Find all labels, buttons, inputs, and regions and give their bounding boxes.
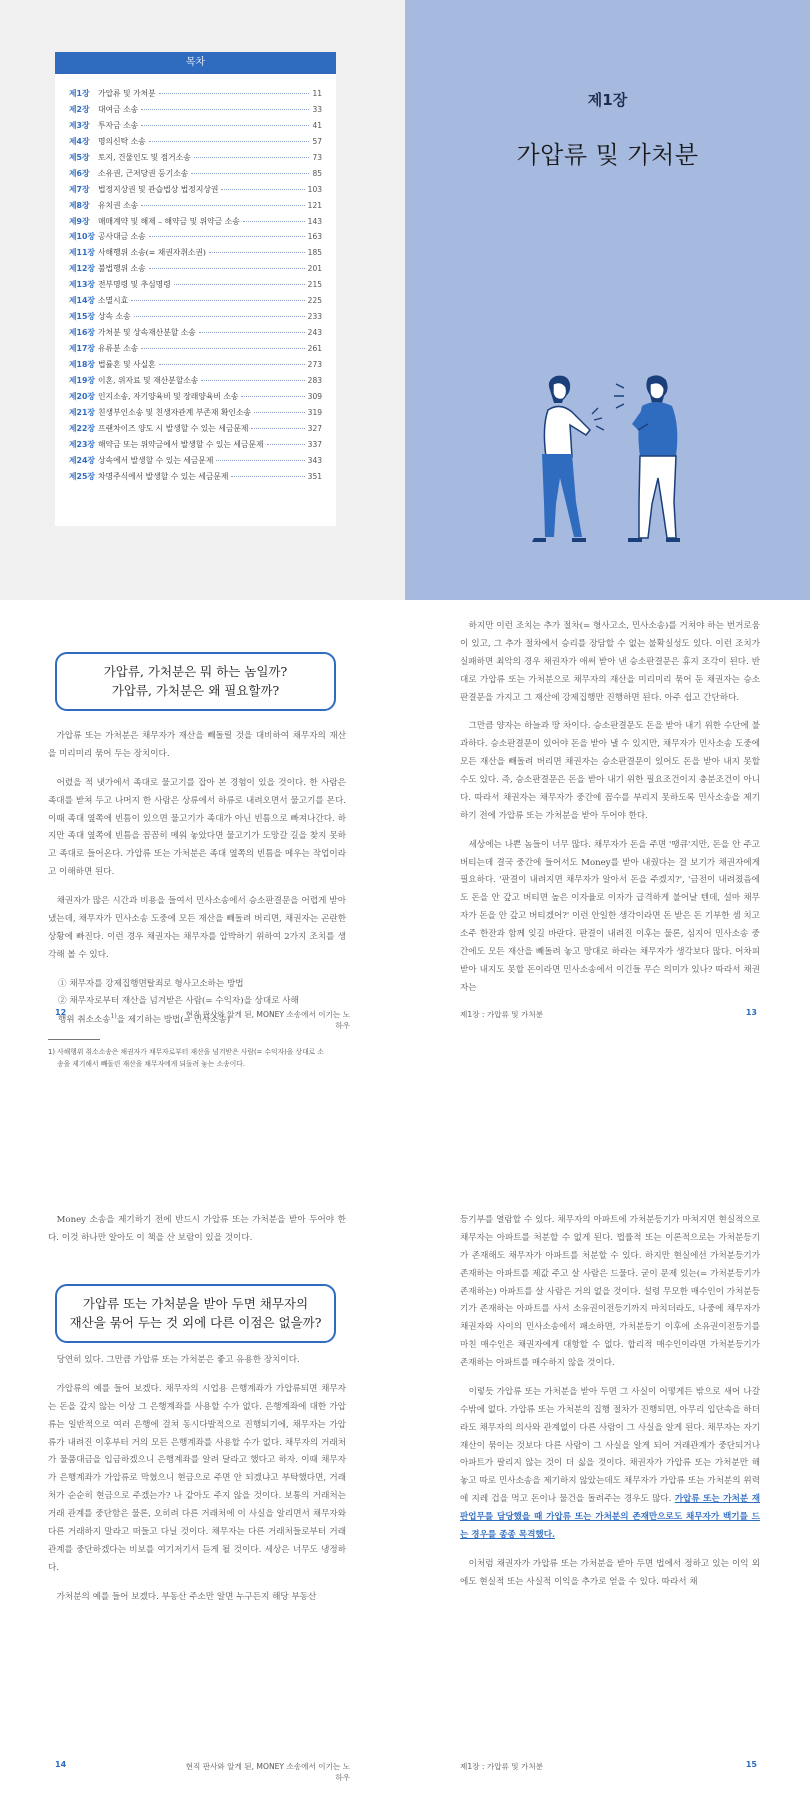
toc-leader-dots — [267, 444, 305, 445]
toc-chapter-title: 불법행위 소송 — [98, 264, 146, 274]
toc-leader-dots — [141, 125, 309, 126]
chapter-title: 가압류 및 가처분 — [516, 141, 699, 169]
toc-chapter-title: 명의신탁 소송 — [98, 136, 146, 146]
toc-entry — [69, 471, 322, 487]
toc-leader-dots — [134, 316, 305, 317]
toc-chapter-number: 제12장 — [69, 264, 95, 274]
question-box-line: 가압류 또는 가처분을 받아 두면 채무자의 — [82, 1296, 309, 1311]
toc-page-number: 233 — [307, 312, 322, 322]
running-footer: 제1장 : 가압류 및 가처분 — [460, 1010, 544, 1019]
chapter-label: 제1장 — [587, 91, 628, 109]
toc-page-number: 261 — [307, 344, 322, 353]
toc-page-number: 103 — [307, 184, 322, 194]
toc-leader-dots — [243, 221, 305, 222]
paragraph: 채권자가 많은 시간과 비용을 들여서 민사소송에서 승소판결문을 어렵게 받아 냈는데, 채무자가 민사소송 도중에 모든 재산을 빼돌려 버리면, 채권자는 곤란한 상황에 빠진다. 이런 경우 채권자는 채무자를 압박하기 위하여 2가지 조치를 생각해 볼 수 있다. — [48, 896, 346, 960]
toc-chapter-title: 인지소송, 자기양육비 및 장래양육비 소송 — [98, 391, 239, 401]
toc-chapter-title: 상속 소송 — [98, 312, 131, 322]
toc-entry — [69, 359, 322, 375]
toc-chapter-title: 친생부인소송 및 친생자관계 부존재 확인소송 — [98, 407, 252, 417]
toc-leader-dots — [149, 268, 305, 269]
toc-page-number: 215 — [307, 280, 322, 290]
toc-entry — [69, 295, 322, 311]
question-box-line: 재산을 묶어 두는 것 외에 다른 이점은 없을까? — [69, 1315, 322, 1331]
paragraph: 어렸을 적 냇가에서 족대로 물고기를 잡아 본 경험이 있을 것이다. 한 사람은 족대를 받쳐 두고 나머지 한 사람은 상류에서 하류로 내려오면서 물고기를 몬다. 이때 족대 옆쪽에 빈틈이 있으면 물고기가 족대가 아닌 빈틈으로 빠져나간다. 하지만 족대 옆쪽에 빈틈을 꼼꼼히 메워 놓았다면 물고기가 도망갈 길을 찾지 못하고 족대로 들어온다. 가압류 또는 가처분은 족대 옆쪽의 빈틈을 메우는 작업이라고 이해하면 된다. — [48, 777, 346, 878]
toc-page-number: 73 — [312, 152, 322, 162]
toc-page-number: 11 — [312, 89, 322, 98]
toc-page-number: 327 — [307, 423, 322, 433]
page-footer — [55, 1008, 66, 1017]
toc-page-number: 41 — [312, 120, 322, 130]
toc-chapter-number: 제6장 — [69, 168, 90, 178]
question-box-line: 가압류, 가처분은 왜 필요할까? — [111, 683, 280, 699]
toc-chapter-number: 제10장 — [69, 232, 95, 242]
toc-chapter-number: 제16장 — [69, 328, 95, 338]
toc-entry — [69, 216, 322, 232]
toc-chapter-title: 매매계약 및 해제 – 해약금 및 위약금 소송 — [98, 216, 240, 226]
page-15 — [405, 1200, 810, 1800]
toc-chapter-number: 제9장 — [69, 216, 90, 226]
paragraph: 가압류의 예를 들어 보겠다. 채무자의 시업용 은행계좌가 가압류되면 채무자는 돈을 갚지 않는 이상 그 은행계좌를 사용할 수가 없다. 은행계좌에 대한 가압류는 일반적으로 여러 은행에 걸쳐 동시다발적으로 진행되기에, 채무자는 가압류가 내려진 이후부터 거의 모든 은행계좌를 사용할 수가 없다. 채무자의 거래처가 물품대금을 입금하겠으니 은행계좌를 알려 달라고 했다고 하자. 이때 채무자가 은행계좌가 가압류로 막혔으니 현금으로 주면 안 되겠냐고 부탁했다면, 거래처가 순순히 현금으로 주겠는가? 나 같아도 주지 않을 것이다. 보통의 거래처는 거래 관계를 중단함은 물론, 오히려 다른 거래처에 이 사실을 알리면서 채무자와 다른 거래하지 말라고 떠들고 다닐 것이다. 채무자는 다른 거래처들로부터 거래 관계를 중단하겠다는 비보를 여기저기서 듣게 될 것이다. 세상은 너무도 냉정하다. — [48, 1383, 346, 1573]
paragraph: 가압류 또는 가처분은 채무자가 재산을 빼돌릴 것을 대비하여 채무자의 재산을 미리미리 묶어 두는 장치이다. — [48, 731, 346, 759]
footnote — [48, 1046, 346, 1070]
question-box-line: 가압류, 가처분은 뭐 하는 놈일까? — [103, 664, 288, 679]
toc-page-number: 283 — [307, 375, 322, 385]
toc-chapter-title: 가처분 및 상속재산분할 소송 — [98, 328, 196, 338]
toc-chapter-title: 사해행위 소송(= 채권자취소권) — [98, 248, 206, 258]
page-13 — [405, 600, 810, 1200]
running-footer: 제1장 : 가압류 및 가처분 — [460, 1762, 544, 1771]
toc-chapter-number: 제17장 — [69, 344, 95, 353]
toc-page-number: 121 — [307, 200, 322, 210]
toc-page-number: 343 — [307, 455, 322, 465]
toc-chapter-number: 제21장 — [69, 407, 95, 417]
toc-chapter-number: 제3장 — [69, 120, 90, 130]
toc-list — [55, 74, 336, 486]
toc-chapter-number: 제19장 — [69, 375, 95, 385]
toc-chapter-number: 제15장 — [69, 312, 95, 322]
toc-entry — [69, 327, 322, 343]
toc-chapter-number: 제14장 — [69, 296, 95, 306]
toc-leader-dots — [231, 476, 304, 477]
toc-chapter-number: 제4장 — [69, 136, 90, 146]
toc-entry — [69, 279, 322, 295]
toc-page-number: 337 — [307, 439, 322, 449]
toc-chapter-title: 공사대금 소송 — [98, 232, 146, 242]
table-of-contents — [55, 52, 336, 526]
toc-entry — [69, 136, 322, 152]
toc-heading: 목차 — [55, 52, 336, 74]
toc-page-number: 319 — [307, 407, 322, 417]
page-number: 12 — [55, 1008, 67, 1017]
running-footer: 현직 판사와 알게 된, MONEY 소송에서 이기는 노하우 — [185, 1762, 350, 1782]
toc-chapter-title: 유치권 소송 — [98, 200, 139, 210]
running-footer: 현직 판사와 알게 된, MONEY 소송에서 이기는 노하우 — [185, 1010, 350, 1030]
toc-page-number: 33 — [312, 104, 322, 114]
paragraph: Money 소송을 제기하기 전에 반드시 가압류 또는 가처분을 받아 두어야 한다. 이것 하나만 알아도 이 책을 산 보람이 있을 것이다. — [48, 1215, 346, 1243]
toc-page-number: 185 — [307, 248, 322, 258]
toc-entry — [69, 152, 322, 168]
toc-chapter-number: 제20장 — [69, 391, 95, 401]
list-item: ① 채무자를 강제집행면탈죄로 형사고소하는 방법 — [58, 978, 244, 989]
toc-leader-dots — [209, 252, 305, 253]
toc-leader-dots — [254, 412, 305, 413]
paragraph: 하지만 이런 조치는 추가 절차(= 형사고소, 민사소송)를 거쳐야 하는 번거로움이 있고, 그 추가 절차에서 승리를 장담할 수 없는 불확실성도 있다. 이런 조치가 실패하면 최악의 경우 채권자가 애써 받아 낸 승소판결문은 휴지 조각이 된다. 반대로 가압류 또는 가처분으로 채무자의 재산을 미리미리 묶어 둔 채권자는 승소판결문을 가지고 그 재산에 강제집행만 진행하면 된다. 아주 쉽고 간단하다. — [460, 621, 760, 703]
toc-leader-dots — [149, 236, 305, 237]
toc-chapter-title: 법률혼 및 사실혼 — [98, 359, 156, 369]
toc-leader-dots — [201, 380, 304, 381]
paragraph: 이처럼 채권자가 가압류 또는 가처분을 받아 두면 법에서 정하고 있는 이익 외에도 현실적 또는 사실적 이익을 추가로 얻을 수 있다. 따라서 채 — [460, 1558, 760, 1587]
toc-chapter-title: 소유권, 근저당권 등기소송 — [98, 168, 189, 178]
toc-chapter-number: 제7장 — [69, 184, 90, 194]
toc-page-number: 225 — [307, 296, 322, 306]
person-right — [614, 375, 680, 542]
toc-page-number: 243 — [307, 328, 322, 338]
toc-entry — [69, 168, 322, 184]
toc-chapter-number: 제13장 — [69, 280, 95, 290]
toc-chapter-title: 가압류 및 가처분 — [98, 89, 156, 98]
toc-entry — [69, 88, 322, 104]
page-footer — [725, 1008, 757, 1017]
list-item-text: 행위 취소소송 — [58, 1015, 111, 1026]
toc-leader-dots — [159, 364, 305, 365]
paragraph-text: 이렇듯 가압류 또는 가처분을 받아 두면 그 사실이 어떻게든 밖으로 새어 나갈 수밖에 없다. 가압류 또는 가처분의 집행 절차가 진행되면, 아무리 입단속을 하더라도 채무자의 의사와 관계없이 다른 사람이 그 사실을 알게 된다. 채무자는 자기 재산이 묶이는 것보다 다른 사람이 그 사실을 알게 되어 거래관계가 중단되거나 아파트가 팔리지 않는 것이 더 싫을 것이다. 채권자가 가압류 또는 가처분만 해 놓고 따로 민사소송을 제기하지 않았는데도 채무자가 가압류 또는 가처분의 위력에 지레 겁을 먹고 돈이나 물건을 돌려주는 경우도 많다. — [460, 1386, 760, 1505]
toc-chapter-number: 제22장 — [69, 423, 95, 433]
toc-page-number: 309 — [307, 391, 322, 401]
paragraph: 그만큼 양자는 하늘과 땅 차이다. 승소판결문도 돈을 받아 내기 위한 수단에 불과하다. 승소판결문이 있어야 돈을 받아 낼 수 있지만, 채무자가 민사소송 도중에 모든 재산을 빼돌려 버리면 채권자는 승소판결문이 있어도 돈을 받아 내지 못할 수도 있다. 즉, 승소판결문은 돈을 받아 내기 위한 필요조건이지 충분조건이 아니다. 따라서 채권자는 채무자가 중간에 꼼수를 부리지 못하도록 민사소송을 제기하기 전에 가압류 또는 가처분을 받아 두어야 한다. — [460, 721, 760, 821]
toc-leader-dots — [199, 332, 305, 333]
toc-page-number: 57 — [312, 136, 322, 146]
paragraph: 가처분의 예를 들어 보겠다. 부동산 주소만 알면 누구든지 해당 부동산 — [56, 1591, 317, 1602]
toc-entry — [69, 231, 322, 247]
person-left — [532, 376, 604, 542]
toc-chapter-number: 제25장 — [69, 471, 95, 481]
toc-page-number: 163 — [307, 232, 322, 242]
page-footer — [55, 1760, 66, 1769]
page-number: 13 — [745, 1008, 757, 1017]
toc-chapter-number: 제18장 — [69, 359, 95, 369]
toc-chapter-title: 법정지상권 및 관습법상 법정지상권 — [98, 184, 219, 194]
toc-chapter-title: 토지, 건물인도 및 점거소송 — [98, 152, 191, 162]
toc-page-number: 85 — [312, 168, 322, 178]
toc-entry — [69, 247, 322, 263]
footnote-line: 1) 사해행위 취소소송은 채권자가 채무자로부터 재산을 넘겨받은 사람(= 수익자)을 상대로 소 — [48, 1047, 324, 1056]
toc-chapter-title: 프랜차이즈 양도 시 발생할 수 있는 세금문제 — [98, 423, 249, 433]
toc-chapter-title: 소멸시효 — [98, 296, 129, 306]
footnote-divider — [48, 1039, 100, 1040]
toc-entry — [69, 343, 322, 359]
toc-leader-dots — [131, 300, 305, 301]
list-item-text: ② 채무자로부터 재산을 넘겨받은 사람(= 수익자)을 상대로 사해 — [58, 996, 299, 1007]
toc-leader-dots — [194, 157, 310, 158]
toc-entry — [69, 200, 322, 216]
toc-entry — [69, 263, 322, 279]
toc-chapter-number: 제24장 — [69, 455, 95, 465]
paragraph: 세상에는 나쁜 놈들이 너무 많다. 채무자가 돈을 주면 '땡큐'지만, 돈을 안 주고 버티는데 결국 중간에 들어서도 Money를 받아 내줬다는 걸 보기가 채권자에게 필요하다. '판결이 내려지면 채무자가 알아서 돈을 주겠지?', '금전이 내려졌음에도 돈을 안 갚고 버티면 높은 이자율로 이자가 급격하게 불어날 텐데, 설마 채무자가 돈을 안 갚고 버티겠어?' 이런 안일한 생각이라면 돈 받은 돈 기부한 셈 치고 소주 한잔과 함께 잊길 바란다. 판결이 내려진 이후는 물론, 심지어 민사소송 중간에도 모든 재산을 빼돌려 놓고 망대로 하라는 채무자가 생각보다 많다. 어차피 받아 내지도 못할 돈이라면 민사소송에서 이긴들 무슨 의미가 있나? 따라서 채권자는 — [460, 839, 760, 993]
toc-leader-dots — [191, 173, 309, 174]
toc-entry — [69, 184, 322, 200]
page-number: 15 — [745, 1760, 757, 1769]
toc-entry — [69, 104, 322, 120]
toc-chapter-number: 제5장 — [69, 152, 90, 162]
footnote-line: 송을 제기해서 빼돌린 재산을 채무자에게 되돌려 놓는 소송이다. — [57, 1060, 245, 1069]
toc-leader-dots — [141, 109, 309, 110]
toc-chapter-number: 제11장 — [69, 248, 95, 258]
toc-page-number: 273 — [307, 359, 322, 369]
footnote-marker: 1) — [110, 1013, 117, 1021]
toc-chapter-title: 상속에서 발생할 수 있는 세금문제 — [98, 455, 214, 465]
toc-entry — [69, 120, 322, 136]
toc-chapter-title: 전부명령 및 추심명령 — [98, 280, 171, 290]
toc-leader-dots — [241, 396, 304, 397]
toc-chapter-number: 제2장 — [69, 104, 90, 114]
paragraph: 등기부를 열람할 수 있다. 채무자의 아파트에 가처분등기가 마쳐지면 현실적으로 채무자는 아파트를 처분할 수 없게 된다. 법률적 또는 이론적으로는 가처분등기가 존재해도 채무자가 아파트를 처분할 수 있다. 하지만 현실에선 가처분등기가 존재하는 아파트를 제값 주고 살 사람은 드물다. 굳이 문제 있는(= 가처분등기가 존재하는) 아파트를 살 사람은 거의 없을 것이다. 설령 무모한 매수인이 가처분등기가 존재하는 아파트를 사서 소유권이전등기까지 마치더라도, 나중에 채무자가 채권자와 사이의 민사소송에서 패소하면, 가처분등기 이후에 소유권이전등기를 마친 매수인은 채권자에게 대항할 수 없다. 합리적 매수인이라면 가처분등기가 존재하는 아파트를 매수하지 않을 것이다. — [460, 1215, 760, 1368]
paragraph — [460, 1384, 760, 1545]
question-box-2 — [55, 1284, 336, 1343]
toc-chapter-title: 해약금 또는 위약금에서 발생할 수 있는 세금문제 — [98, 439, 264, 449]
toc-page-number: 201 — [307, 264, 322, 274]
toc-leader-dots — [174, 284, 305, 285]
toc-chapter-title: 이혼, 위자료 및 재산분할소송 — [98, 375, 199, 385]
paragraph: 당연히 있다. 그만큼 가압류 또는 가처분은 좋고 유용한 장치이다. — [56, 1355, 300, 1365]
page-footer — [725, 1760, 757, 1769]
toc-entry — [69, 391, 322, 407]
toc-leader-dots — [149, 141, 310, 142]
toc-leader-dots — [221, 189, 304, 190]
toc-entry — [69, 423, 322, 439]
toc-chapter-title: 유류분 소송 — [98, 344, 139, 353]
toc-entry — [69, 375, 322, 391]
question-box-1 — [55, 652, 336, 711]
toc-leader-dots — [141, 205, 305, 206]
toc-chapter-number: 제8장 — [69, 200, 90, 210]
toc-entry — [69, 311, 322, 327]
toc-chapter-number: 제1장 — [69, 89, 90, 98]
page-number: 14 — [55, 1760, 67, 1769]
toc-page-number: 351 — [307, 471, 322, 481]
toc-leader-dots — [251, 428, 304, 429]
toc-chapter-title: 대여금 소송 — [98, 104, 139, 114]
toc-chapter-title: 차명주식에서 발생할 수 있는 세금문제 — [98, 471, 229, 481]
toc-entry — [69, 407, 322, 423]
page-14 — [0, 1200, 405, 1800]
toc-page-number: 143 — [307, 216, 322, 226]
toc-entry — [69, 439, 322, 455]
list-item-text: 을 제기하는 방법(= 민사소송) — [116, 1015, 231, 1026]
toc-leader-dots — [159, 93, 310, 94]
toc-entry — [69, 455, 322, 471]
spread-toc-opener — [0, 0, 810, 600]
toc-leader-dots — [216, 460, 304, 461]
toc-chapter-title: 투자금 소송 — [98, 120, 139, 130]
toc-chapter-number: 제23장 — [69, 439, 95, 449]
page-12 — [0, 600, 405, 1200]
two-people-talking-illustration — [520, 370, 710, 550]
toc-leader-dots — [141, 348, 305, 349]
highlighted-text: 가압류 또는 가처분 재판업무를 담당했을 때 가압류 또는 가처분의 존재만으로도 채무자가 백기를 드는 경우를 종종 목격했다. — [460, 1494, 760, 1540]
